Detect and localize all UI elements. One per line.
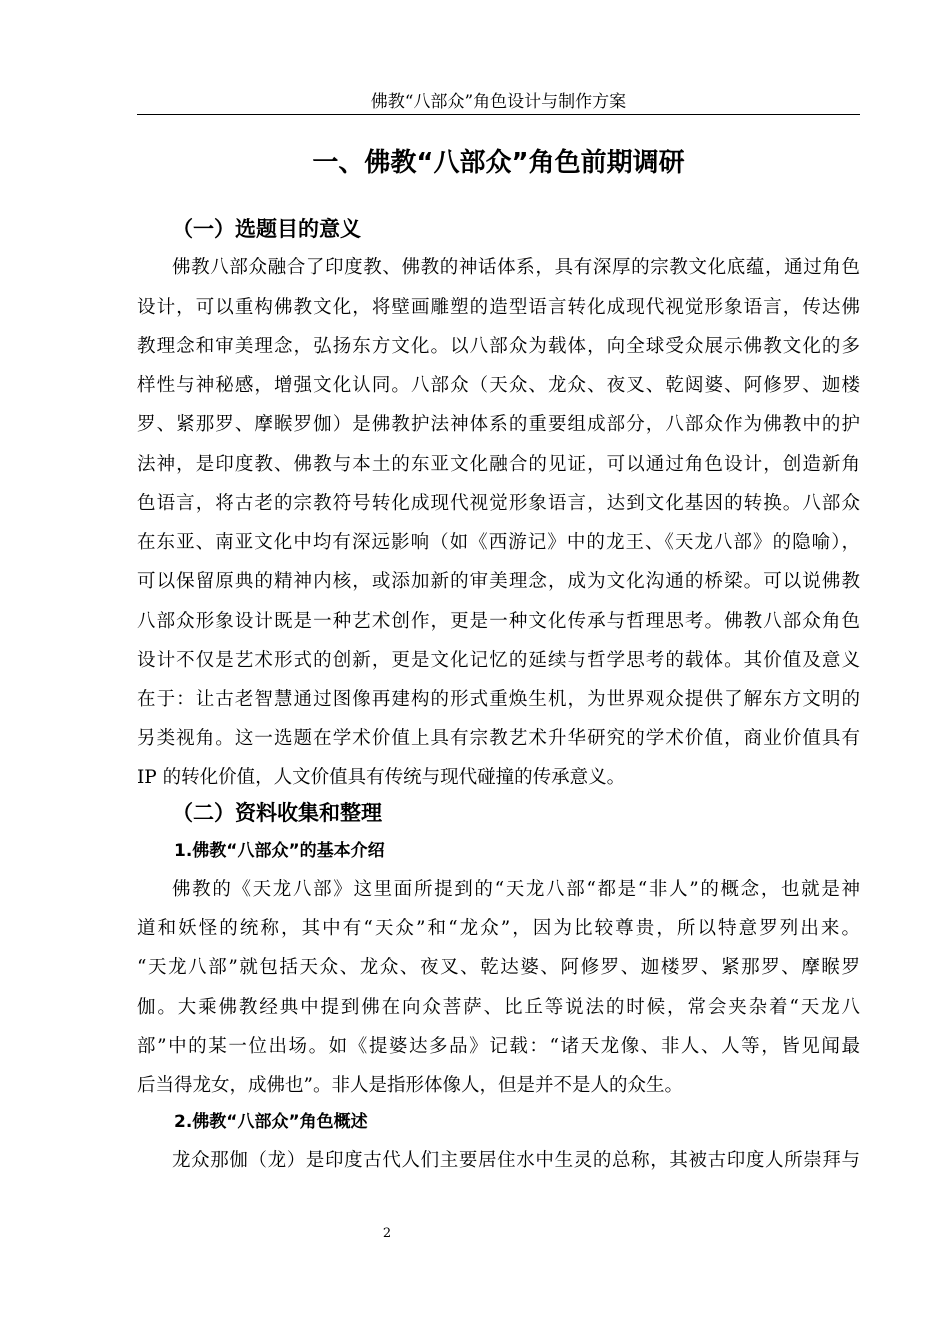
- paragraph-line: 道和妖怪的统称，其中有“天众”和“龙众”，因为比较尊贵，所以特意罗列出来。: [137, 918, 860, 939]
- section-heading-purpose: （一）选题目的意义: [172, 217, 361, 241]
- paragraph-line: 设计，可以重构佛教文化，将壁画雕塑的造型语言转化成现代视觉形象语言，传达佛: [137, 297, 860, 318]
- paragraph-line: 八部众形象设计既是一种艺术创作，更是一种文化传承与哲理思考。佛教八部众角色: [137, 611, 860, 632]
- paragraph-line: 伽。大乘佛教经典中提到佛在向众菩萨、比丘等说法的时候，常会夹杂着“天龙八: [137, 997, 860, 1018]
- section-heading-materials: （二）资料收集和整理: [172, 801, 382, 825]
- paragraph-line: 后当得龙女，成佛也”。非人是指形体像人，但是并不是人的众生。: [137, 1075, 683, 1096]
- paragraph-line: 教理念和审美理念，弘扬东方文化。以八部众为载体，向全球受众展示佛教文化的多: [137, 336, 860, 357]
- paragraph-line: IP 的转化价值，人文价值具有传统与现代碰撞的传承意义。: [137, 767, 626, 788]
- paragraph-line: 法神，是印度教、佛教与本土的东亚文化融合的见证，可以通过角色设计，创造新角: [137, 454, 860, 475]
- paragraph-line: 另类视角。这一选题在学术价值上具有宗教艺术升华研究的学术价值，商业价值具有: [137, 728, 860, 749]
- paragraph-line: 部”中的某一位出场。如《提婆达多品》记载：“诸天龙像、非人、人等，皆见闻最: [137, 1036, 860, 1057]
- paragraph-line: 可以保留原典的精神内核，或添加新的审美理念，成为文化沟通的桥梁。可以说佛教: [137, 571, 860, 592]
- subsection-heading-intro: 1.佛教“八部众”的基本介绍: [174, 841, 385, 861]
- subsection-heading-overview: 2.佛教“八部众”角色概述: [174, 1112, 368, 1132]
- paragraph-line: 龙众那伽（龙）是印度古代人们主要居住水中生灵的总称，其被古印度人所崇拜与: [172, 1150, 860, 1171]
- paragraph-line: 在于：让古老智慧通过图像再建构的形式重焕生机，为世界观众提供了解东方文明的: [137, 689, 860, 710]
- running-header: 佛教“八部众”角色设计与制作方案: [370, 92, 627, 112]
- paragraph-line: 色语言，将古老的宗教符号转化成现代视觉形象语言，达到文化基因的转换。八部众: [137, 493, 860, 514]
- paragraph-line: 罗、紧那罗、摩睺罗伽）是佛教护法神体系的重要组成部分，八部众作为佛教中的护: [137, 414, 860, 435]
- paragraph-line: 样性与神秘感，增强文化认同。八部众（天众、龙众、夜叉、乾闼婆、阿修罗、迦楼: [137, 375, 860, 396]
- paragraph-line: 在东亚、南亚文化中均有深远影响（如《西游记》中的龙王、《天龙八部》的隐喻），: [137, 532, 860, 553]
- paragraph-line: “天龙八部”就包括天众、龙众、夜叉、乾达婆、阿修罗、迦楼罗、紧那罗、摩睺罗: [137, 957, 860, 978]
- paragraph-line: 佛教的《天龙八部》这里面所提到的“天龙八部“都是“非人”的概念，也就是神: [172, 879, 860, 900]
- page-number: 2: [382, 1226, 392, 1241]
- chapter-title: 一、佛教“八部众”角色前期调研: [312, 148, 685, 178]
- paragraph-line: 佛教八部众融合了印度教、佛教的神话体系，具有深厚的宗教文化底蕴，通过角色: [172, 257, 860, 278]
- paragraph-line: 设计不仅是艺术形式的创新，更是文化记忆的延续与哲学思考的载体。其价值及意义: [137, 650, 860, 671]
- header-divider: [137, 114, 860, 115]
